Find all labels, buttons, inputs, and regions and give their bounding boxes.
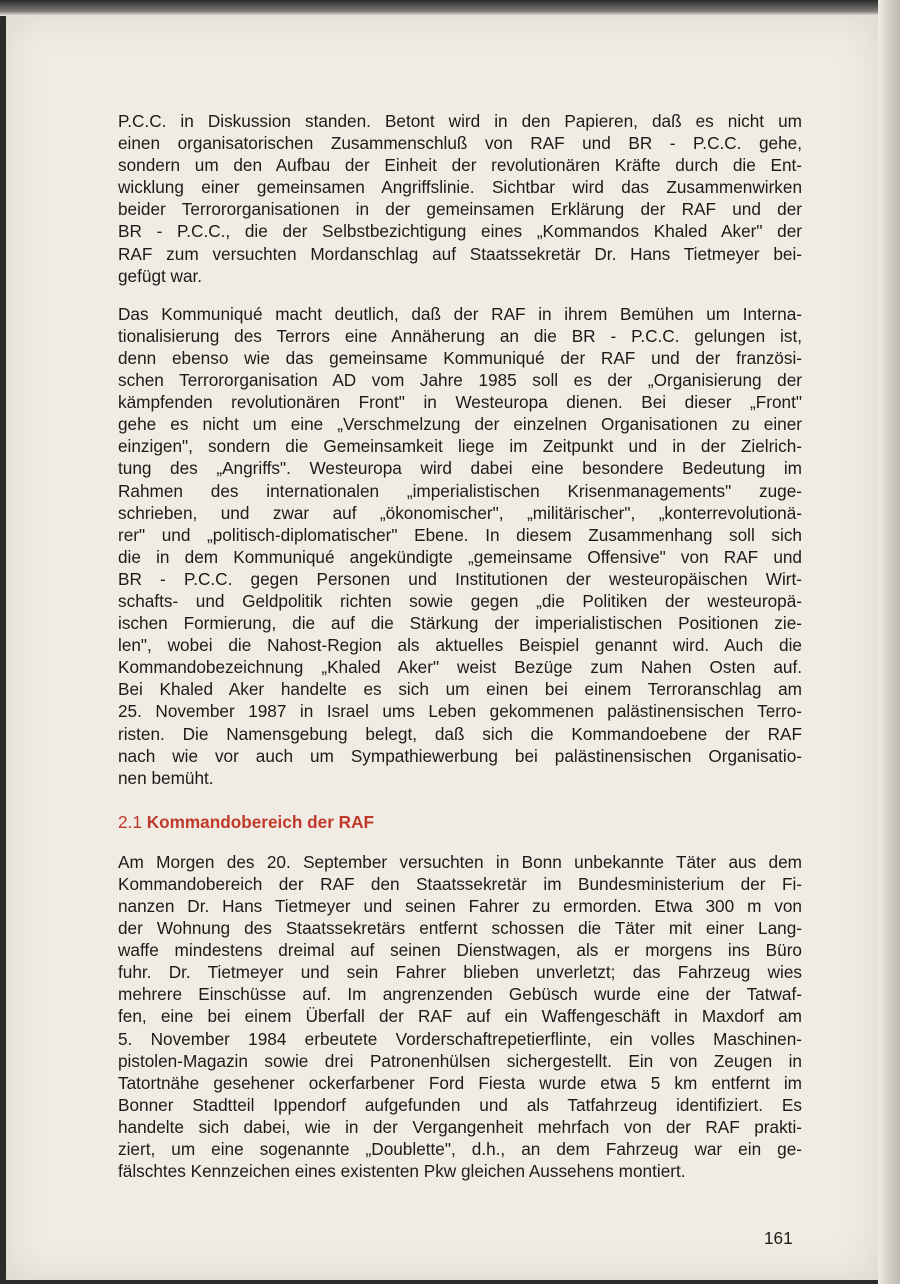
- text-line: mehrere Einschüsse auf. Im angrenzenden Gebüsch wurde eine der Tatwaf-: [118, 984, 802, 1005]
- paragraph-3: [118, 851, 802, 1182]
- section-heading: [118, 811, 802, 833]
- text-line: Kommandobezeichnung „Khaled Aker" weist Bezüge zum Nahen Osten auf.: [118, 657, 802, 678]
- text-line: gehe es nicht um eine „Verschmelzung der einzelnen Organisationen zu einer: [118, 414, 802, 435]
- text-line: Tatortnähe gesehener ockerfarbener Ford Fiesta wurde etwa 5 km entfernt im: [118, 1072, 802, 1093]
- page-number: 161: [764, 1228, 793, 1248]
- section-number: 2.1: [118, 811, 142, 832]
- document-page: [6, 14, 878, 1280]
- text-line: wicklung einer gemeinsamen Angriffslinie. Sichtbar wird das Zusammenwirken: [118, 177, 802, 198]
- text-line: fälschtes Kennzeichen eines existenten Pkw gleichen Aussehens montiert.: [118, 1161, 686, 1182]
- scan-top-edge: [0, 0, 900, 16]
- text-line: beider Terrororganisationen in der gemeinsamen Erklärung der RAF und der: [118, 199, 802, 220]
- text-line: rer" und „politisch-diplomatischer" Ebene. In diesem Zusammenhang soll sich: [118, 524, 802, 545]
- paragraph-2: [118, 303, 802, 789]
- text-line: nanzen Dr. Hans Tietmeyer und seinen Fahrer zu ermorden. Etwa 300 m von: [118, 896, 802, 916]
- paragraph-1: [118, 110, 802, 287]
- text-line: Rahmen des internationalen „imperialistischen Krisenmanagements" zuge-: [118, 480, 802, 501]
- text-line: nach wie vor auch um Sympathiewerbung bei palästinensischen Organisatio-: [118, 745, 802, 766]
- text-line: denn ebenso wie das gemeinsame Kommuniqué der RAF und der französi-: [118, 347, 802, 368]
- text-line: schrieben, und zwar auf „ökonomischer", „militärischer", „konterrevolutionä-: [118, 502, 802, 523]
- text-line: 5. November 1984 erbeutete Vorderschaftrepetierflinte, ein volles Maschinen-: [118, 1028, 802, 1049]
- text-line: nen bemüht.: [118, 767, 214, 788]
- text-line: 25. November 1987 in Israel ums Leben gekommenen palästinensischen Terro-: [118, 701, 802, 722]
- text-line: sondern um den Aufbau der Einheit der revolutionären Kräfte durch die Ent-: [118, 155, 802, 176]
- page-content: [118, 110, 802, 1198]
- text-line: gefügt war.: [118, 265, 203, 286]
- text-line: handelte sich dabei, wie in der Vergangenheit mehrfach von der RAF prakti-: [118, 1116, 802, 1137]
- text-line: schafts- und Geldpolitik richten sowie gegen „die Politiken der westeuropä-: [118, 590, 802, 611]
- section-title: Kommandobereich der RAF: [146, 811, 374, 832]
- text-line: einen organisatorischen Zusammenschluß von RAF und BR - P.C.C. gehe,: [118, 133, 802, 154]
- text-line: P.C.C. in Diskussion standen. Betont wird in den Papieren, daß es nicht um: [118, 111, 802, 131]
- text-line: ziert, um eine sogenannte „Doublette", d.h., an dem Fahrzeug war ein ge-: [118, 1139, 802, 1160]
- text-line: pistolen-Magazin sowie drei Patronenhülsen sichergestellt. Ein von Zeugen in: [118, 1050, 802, 1071]
- text-line: kämpfenden revolutionären Front" in Westeuropa dienen. Bei dieser „Front": [118, 392, 802, 413]
- text-line: BR - P.C.C. gegen Personen und Institutionen der westeuropäischen Wirt-: [118, 568, 802, 589]
- text-line: waffe mindestens dreimal auf seinen Dienstwagen, als er morgens ins Büro: [118, 940, 802, 961]
- text-line: RAF zum versuchten Mordanschlag auf Staatssekretär Dr. Hans Tietmeyer bei-: [118, 243, 802, 264]
- text-line: risten. Die Namensgebung belegt, daß sich die Kommandoebene der RAF: [118, 723, 802, 744]
- text-line: fuhr. Dr. Tietmeyer und sein Fahrer blieben unverletzt; das Fahrzeug wies: [118, 962, 802, 983]
- text-line: Bei Khaled Aker handelte es sich um einen bei einem Terroranschlag am: [118, 679, 802, 700]
- text-line: tung des „Angriffs". Westeuropa wird dabei eine besondere Bedeutung im: [118, 458, 802, 479]
- text-line: Am Morgen des 20. September versuchten in Bonn unbekannte Täter aus dem: [118, 851, 802, 872]
- text-line: Das Kommuniqué macht deutlich, daß der RAF in ihrem Bemühen um Interna-: [118, 303, 802, 324]
- text-line: fen, eine bei einem Überfall der RAF auf ein Waffengeschäft in Maxdorf am: [118, 1006, 802, 1027]
- text-line: tionalisierung des Terrors eine Annäherung an die BR - P.C.C. gelungen ist,: [118, 325, 802, 346]
- text-line: einzigen", sondern die Gemeinsamkeit liege im Zeitpunkt und in der Zielrich-: [118, 436, 802, 457]
- text-line: die in dem Kommuniqué angekündigte „gemeinsame Offensive" von RAF und: [118, 546, 802, 567]
- text-line: Kommandobereich der RAF den Staatssekretär im Bundesministerium der Fi-: [118, 873, 802, 894]
- scan-right-edge: [878, 0, 900, 1284]
- text-line: Bonner Stadtteil Ippendorf aufgefunden und als Tatfahrzeug identifiziert. Es: [118, 1094, 802, 1115]
- text-line: der Wohnung des Staatssekretärs entfernt schossen die Täter mit einer Lang-: [118, 918, 802, 939]
- text-line: ischen Formierung, die auf die Stärkung der imperialistischen Positionen zie-: [118, 613, 802, 634]
- text-line: BR - P.C.C., die der Selbstbezichtigung eines „Kommandos Khaled Aker" der: [118, 221, 802, 242]
- text-line: len", wobei die Nahost-Region als aktuelles Beispiel genannt wird. Auch die: [118, 635, 802, 656]
- text-line: schen Terrororganisation AD vom Jahre 1985 soll es der „Organisierung der: [118, 370, 802, 391]
